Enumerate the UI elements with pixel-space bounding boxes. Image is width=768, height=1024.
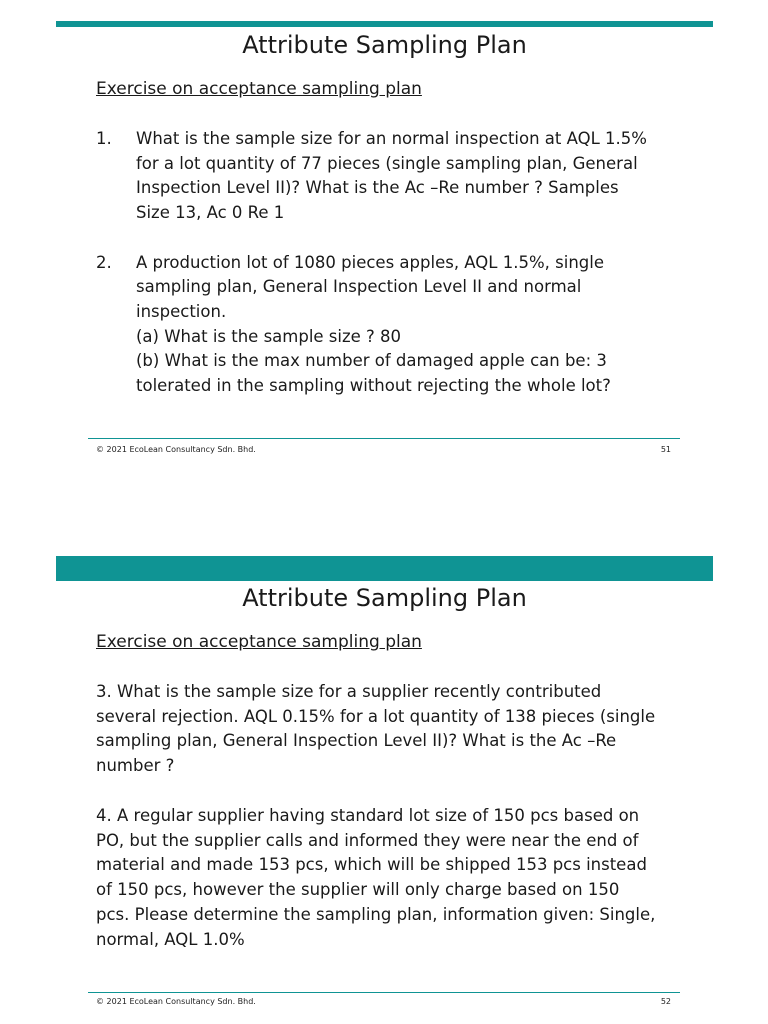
slide-subtitle: Exercise on acceptance sampling plan: [96, 79, 422, 99]
slide-header-bar: [56, 556, 713, 581]
copyright-footer: © 2021 EcoLean Consultancy Sdn. Bhd.: [96, 445, 256, 454]
question-paragraph-4: [96, 804, 696, 952]
question-text-line: A production lot of 1080 pieces apples, AQL 1.5%, single: [136, 252, 604, 272]
question-text-line: pcs. Please determine the sampling plan, information given: Single,: [96, 904, 656, 924]
question-text-line: (a) What is the sample size ? 80: [136, 326, 402, 346]
question-number: 2.: [96, 252, 112, 272]
question-text-line: several rejection. AQL 0.15% for a lot quantity of 138 pieces (single: [96, 706, 656, 726]
question-text-line: Size 13, Ac 0 Re 1: [136, 203, 285, 223]
question-text-line: material and made 153 pcs, which will be shipped 153 pcs instead: [96, 855, 647, 875]
question-text-line: sampling plan, General Inspection Level II)? What is the Ac –Re: [96, 731, 617, 751]
question-text-line: PO, but the supplier calls and informed they were near the end of: [96, 830, 639, 850]
footer-divider: [88, 438, 680, 439]
slide-52: [0, 556, 768, 1024]
question-text-line: What is the sample size for an normal inspection at AQL 1.5%: [136, 129, 647, 148]
footer-divider: [88, 992, 680, 993]
question-text-line: Inspection Level II)? What is the Ac –Re number ? Samples: [136, 178, 619, 198]
question-text-line: number ?: [96, 756, 175, 776]
page-number: 52: [660, 997, 671, 1006]
question-text-line: 3. What is the sample size for a supplier recently contributed: [96, 682, 602, 701]
slide-subtitle: Exercise on acceptance sampling plan: [96, 632, 422, 652]
page-number: 51: [660, 445, 671, 454]
question-text-line: sampling plan, General Inspection Level II and normal: [136, 277, 582, 297]
question-text-line: tolerated in the sampling without rejecting the whole lot?: [136, 376, 611, 396]
question-text-line: normal, AQL 1.0%: [96, 929, 245, 949]
question-number: 1.: [96, 129, 112, 148]
question-text-line: (b) What is the max number of damaged apple can be: 3: [136, 351, 607, 371]
copyright-footer: © 2021 EcoLean Consultancy Sdn. Bhd.: [96, 997, 256, 1006]
slide-title: Attribute Sampling Plan: [242, 31, 527, 59]
question-paragraph-3: [96, 680, 696, 779]
question-text-line: 4. A regular supplier having standard lot size of 150 pcs based on: [96, 806, 640, 825]
question-text-line: for a lot quantity of 77 pieces (single sampling plan, General: [136, 153, 638, 173]
question-list: [96, 127, 696, 423]
question-item-1: [96, 127, 696, 226]
question-text-line: of 150 pcs, however the supplier will only charge based on 150: [96, 880, 620, 900]
question-text-line: inspection.: [136, 301, 227, 321]
question-item-2: [96, 251, 696, 399]
slide-title: Attribute Sampling Plan: [242, 584, 527, 612]
slide-header-bar: [56, 21, 713, 27]
